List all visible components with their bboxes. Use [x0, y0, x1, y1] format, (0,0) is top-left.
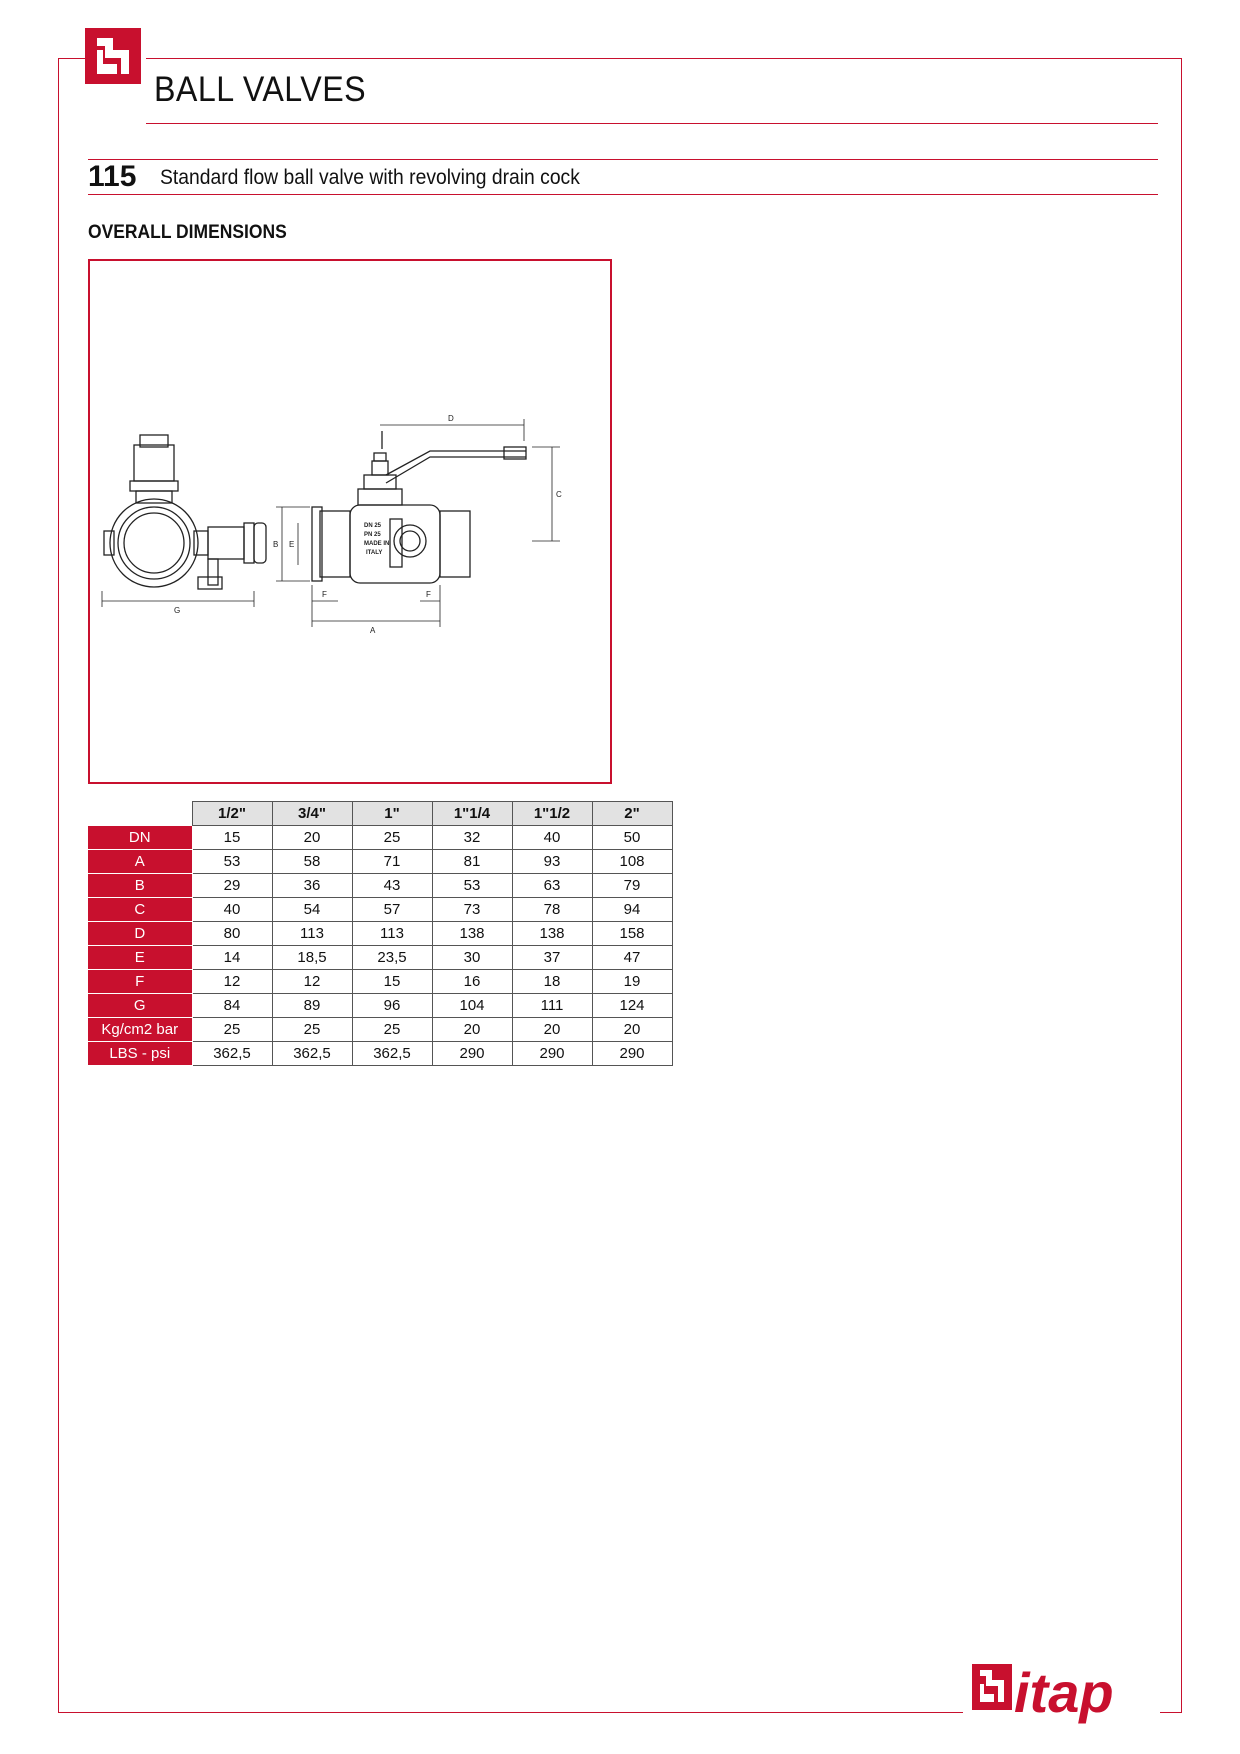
cell: 290 — [512, 1042, 592, 1066]
body-marking-line-1: DN 25 — [364, 523, 382, 529]
cell: 63 — [512, 874, 592, 898]
cell: 20 — [592, 1018, 672, 1042]
cell: 15 — [192, 826, 272, 850]
cell: 20 — [432, 1018, 512, 1042]
product-description: Standard flow ball valve with revolving drain cock — [160, 166, 580, 189]
size-header: 1/2" — [192, 802, 272, 826]
cell: 53 — [432, 874, 512, 898]
row-label: DN — [88, 826, 192, 850]
table-row — [88, 1018, 672, 1042]
cell: 111 — [512, 994, 592, 1018]
cell: 25 — [352, 1018, 432, 1042]
table-row — [88, 874, 672, 898]
body-marking-line-3: MADE IN — [364, 541, 390, 547]
body-marking-line-2: PN 25 — [364, 532, 381, 538]
cell: 37 — [512, 946, 592, 970]
valve-drawing-svg — [90, 261, 610, 782]
dim-label-f-right: F — [426, 590, 431, 599]
cell: 290 — [592, 1042, 672, 1066]
table-header-row — [88, 802, 672, 826]
size-header: 1"1/2 — [512, 802, 592, 826]
cell: 362,5 — [272, 1042, 352, 1066]
row-label: E — [88, 946, 192, 970]
company-logo — [970, 1658, 1146, 1729]
cell: 78 — [512, 898, 592, 922]
row-label: F — [88, 970, 192, 994]
title-underline — [146, 123, 1158, 124]
side-drain-body — [208, 527, 244, 559]
cell: 54 — [272, 898, 352, 922]
cell: 113 — [272, 922, 352, 946]
side-handle-butterfly — [134, 445, 174, 481]
cell: 43 — [352, 874, 432, 898]
section-heading: OVERALL DIMENSIONS — [88, 222, 287, 243]
dimension-drawing — [88, 259, 612, 784]
cell: 40 — [512, 826, 592, 850]
dim-label-b: B — [273, 540, 279, 549]
product-number: 115 — [88, 160, 137, 193]
cell: 20 — [512, 1018, 592, 1042]
size-header: 1" — [352, 802, 432, 826]
dim-label-f-left: F — [322, 590, 327, 599]
size-header: 1"1/4 — [432, 802, 512, 826]
front-end-right — [440, 511, 470, 577]
cell: 58 — [272, 850, 352, 874]
cell: 79 — [592, 874, 672, 898]
brand-mark-icon — [85, 28, 141, 84]
table-row — [88, 826, 672, 850]
table-row — [88, 946, 672, 970]
cell: 53 — [192, 850, 272, 874]
size-header: 3/4" — [272, 802, 352, 826]
cell: 80 — [192, 922, 272, 946]
cell: 89 — [272, 994, 352, 1018]
cell: 25 — [352, 826, 432, 850]
cell: 29 — [192, 874, 272, 898]
cell: 124 — [592, 994, 672, 1018]
cell: 32 — [432, 826, 512, 850]
cell: 15 — [352, 970, 432, 994]
cell: 93 — [512, 850, 592, 874]
cell: 12 — [192, 970, 272, 994]
row-label: LBS - psi — [88, 1042, 192, 1066]
cell: 94 — [592, 898, 672, 922]
table-row — [88, 994, 672, 1018]
cell: 362,5 — [352, 1042, 432, 1066]
cell: 290 — [432, 1042, 512, 1066]
cell: 84 — [192, 994, 272, 1018]
frame-bottom-right-stub — [1160, 1712, 1182, 1713]
cell: 25 — [272, 1018, 352, 1042]
cell: 113 — [352, 922, 432, 946]
cell: 138 — [432, 922, 512, 946]
cell: 158 — [592, 922, 672, 946]
row-label: C — [88, 898, 192, 922]
cell: 20 — [272, 826, 352, 850]
table-row — [88, 970, 672, 994]
cell: 138 — [512, 922, 592, 946]
cell: 40 — [192, 898, 272, 922]
side-body-circle — [110, 499, 198, 587]
dim-label-g: G — [174, 606, 181, 615]
table-row — [88, 1042, 672, 1066]
frame-bottom-line — [58, 1712, 963, 1713]
row-label: D — [88, 922, 192, 946]
frame-top-line — [146, 58, 1182, 59]
cell: 362,5 — [192, 1042, 272, 1066]
cell: 108 — [592, 850, 672, 874]
dim-label-a: A — [370, 626, 376, 635]
frame-left-top-stub — [58, 58, 86, 59]
cell: 18 — [512, 970, 592, 994]
cell: 104 — [432, 994, 512, 1018]
table-row — [88, 850, 672, 874]
front-end-left — [320, 511, 350, 577]
cell: 71 — [352, 850, 432, 874]
cell: 16 — [432, 970, 512, 994]
row-label: A — [88, 850, 192, 874]
product-line-top — [88, 159, 1158, 160]
row-label: Kg/cm2 bar — [88, 1018, 192, 1042]
cell: 18,5 — [272, 946, 352, 970]
frame-right-line — [1181, 58, 1182, 1713]
body-marking-line-4: ITALY — [366, 550, 383, 556]
cell: 36 — [272, 874, 352, 898]
row-label: G — [88, 994, 192, 1018]
table-row — [88, 922, 672, 946]
size-header: 2" — [592, 802, 672, 826]
cell: 81 — [432, 850, 512, 874]
frame-left-line — [58, 58, 59, 1713]
cell: 23,5 — [352, 946, 432, 970]
table-row — [88, 898, 672, 922]
cell: 57 — [352, 898, 432, 922]
cell: 25 — [192, 1018, 272, 1042]
cell: 47 — [592, 946, 672, 970]
logo-wordmark: itap — [1014, 1661, 1114, 1724]
front-lever — [386, 451, 526, 475]
dim-label-c: C — [556, 490, 562, 499]
cell: 50 — [592, 826, 672, 850]
product-line-bottom — [88, 194, 1158, 195]
dim-label-d: D — [448, 414, 454, 423]
dim-label-e: E — [289, 540, 295, 549]
page-title: BALL VALVES — [154, 70, 367, 109]
front-drain-circle — [394, 525, 426, 557]
table-corner — [88, 802, 192, 826]
dimensions-table — [88, 801, 673, 1066]
cell: 96 — [352, 994, 432, 1018]
cell: 12 — [272, 970, 352, 994]
cell: 73 — [432, 898, 512, 922]
cell: 19 — [592, 970, 672, 994]
row-label: B — [88, 874, 192, 898]
cell: 30 — [432, 946, 512, 970]
cell: 14 — [192, 946, 272, 970]
